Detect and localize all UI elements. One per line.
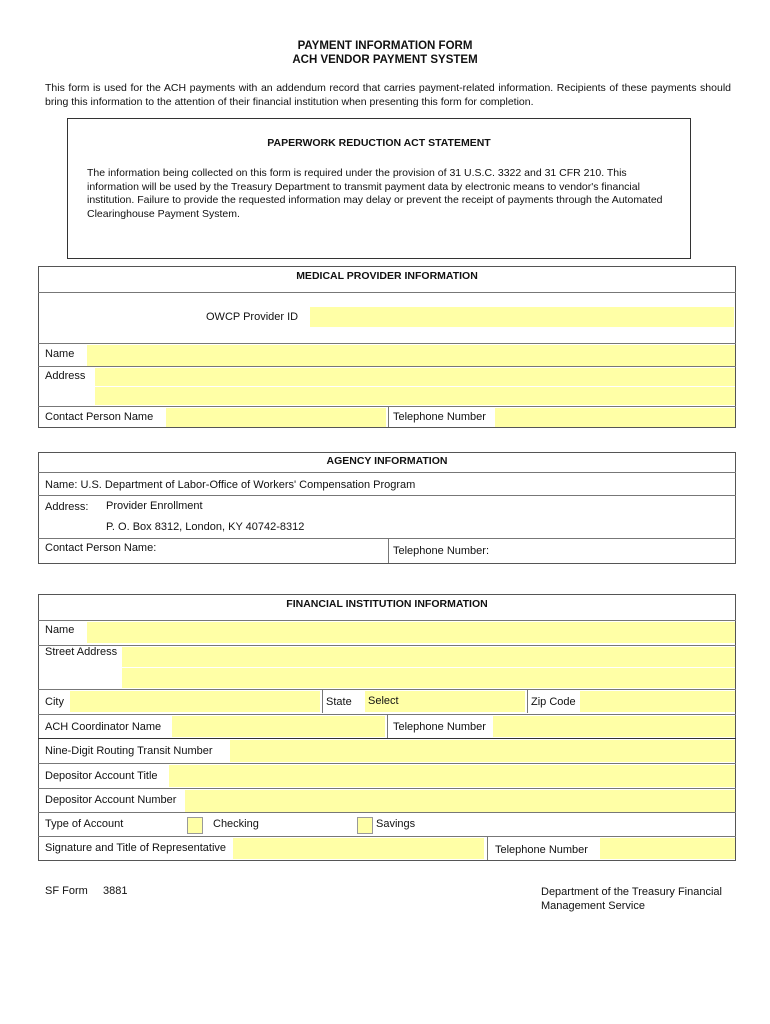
pra-statement-box bbox=[67, 118, 691, 259]
checking-label: Checking bbox=[213, 818, 259, 830]
medical-address-line2-input[interactable] bbox=[95, 387, 735, 405]
agency-heading: AGENCY INFORMATION bbox=[326, 455, 448, 467]
intro-text: This form is used for the ACH payments with an addendum record that carries payment-related information. Recipients of these payments should bring this information to the attention of their financial institution when presenting this form for completion. bbox=[45, 82, 731, 108]
fi-street-line1-input[interactable] bbox=[122, 647, 735, 667]
fi-phone-input[interactable] bbox=[493, 716, 735, 737]
fi-ach-coordinator-label: ACH Coordinator Name bbox=[45, 721, 162, 733]
fi-account-title-label: Depositor Account Title bbox=[45, 770, 158, 782]
savings-label: Savings bbox=[376, 818, 416, 830]
fi-name-input[interactable] bbox=[87, 622, 735, 643]
fi-signature-input[interactable] bbox=[233, 838, 484, 859]
form-subtitle: ACH VENDOR PAYMENT SYSTEM bbox=[292, 54, 478, 66]
fi-routing-input[interactable] bbox=[230, 740, 735, 762]
fi-city-label: City bbox=[45, 696, 64, 708]
medical-name-input[interactable] bbox=[87, 345, 735, 366]
checking-checkbox[interactable] bbox=[187, 817, 203, 834]
pra-heading: PAPERWORK REDUCTION ACT STATEMENT bbox=[267, 137, 491, 149]
fi-sig-phone-label: Telephone Number bbox=[495, 844, 588, 856]
agency-name: Name: U.S. Department of Labor-Office of Workers' Compensation Program bbox=[45, 479, 416, 491]
financial-heading: FINANCIAL INSTITUTION INFORMATION bbox=[286, 598, 488, 610]
fi-account-title-input[interactable] bbox=[169, 765, 735, 787]
sf-form-number: 3881 bbox=[103, 885, 128, 897]
fi-account-number-label: Depositor Account Number bbox=[45, 794, 177, 806]
fi-state-select[interactable]: Select bbox=[365, 691, 525, 712]
medical-phone-input[interactable] bbox=[495, 408, 735, 427]
owcp-provider-id-input[interactable] bbox=[310, 307, 734, 327]
owcp-provider-id-label: OWCP Provider ID bbox=[206, 311, 299, 323]
savings-checkbox[interactable] bbox=[357, 817, 373, 834]
footer-agency-line1: Department of the Treasury Financial bbox=[541, 886, 722, 898]
sf-form-label: SF Form bbox=[45, 885, 88, 897]
fi-zip-input[interactable] bbox=[580, 691, 735, 712]
form-title: PAYMENT INFORMATION FORM bbox=[297, 40, 473, 52]
fi-city-input[interactable] bbox=[70, 691, 320, 712]
medical-contact-label: Contact Person Name bbox=[45, 411, 154, 423]
pra-text: The information being collected on this form is required under the provision of 31 U.S.C. 3322 and 31 CFR 210. This information will be used by the Treasury Department to transmit payment data by electronic means to vendor's financial institution. Failure to provide the requested information may delay or prevent the receipt of payments through the Automated Clearinghouse Payment System. bbox=[87, 167, 663, 220]
fi-account-number-input[interactable] bbox=[185, 790, 735, 812]
fi-signature-label: Signature and Title of Representative bbox=[45, 842, 227, 854]
fi-account-type-label: Type of Account bbox=[45, 818, 124, 830]
medical-phone-label: Telephone Number bbox=[393, 411, 486, 423]
agency-address-line2: P. O. Box 8312, London, KY 40742-8312 bbox=[106, 521, 305, 533]
fi-name-label: Name bbox=[45, 624, 75, 636]
medical-address-line1-input[interactable] bbox=[95, 368, 735, 386]
agency-address-line1: Provider Enrollment bbox=[106, 500, 203, 512]
medical-contact-input[interactable] bbox=[166, 408, 386, 427]
fi-state-label: State bbox=[326, 696, 352, 708]
footer-agency-line2: Management Service bbox=[541, 900, 645, 912]
medical-heading: MEDICAL PROVIDER INFORMATION bbox=[296, 270, 478, 282]
fi-ach-coordinator-input[interactable] bbox=[172, 716, 385, 737]
fi-street-line2-input[interactable] bbox=[122, 668, 735, 688]
fi-zip-label: Zip Code bbox=[531, 696, 576, 708]
fi-street-label: Street Address bbox=[45, 646, 118, 658]
agency-address-label: Address: bbox=[45, 501, 89, 513]
medical-name-label: Name bbox=[45, 348, 75, 360]
fi-phone-label: Telephone Number bbox=[393, 721, 486, 733]
fi-sig-phone-input[interactable] bbox=[600, 838, 735, 859]
fi-routing-label: Nine-Digit Routing Transit Number bbox=[45, 745, 213, 757]
agency-phone-label: Telephone Number: bbox=[393, 545, 490, 557]
agency-contact-label: Contact Person Name: bbox=[45, 542, 157, 554]
medical-address-label: Address bbox=[45, 370, 86, 382]
